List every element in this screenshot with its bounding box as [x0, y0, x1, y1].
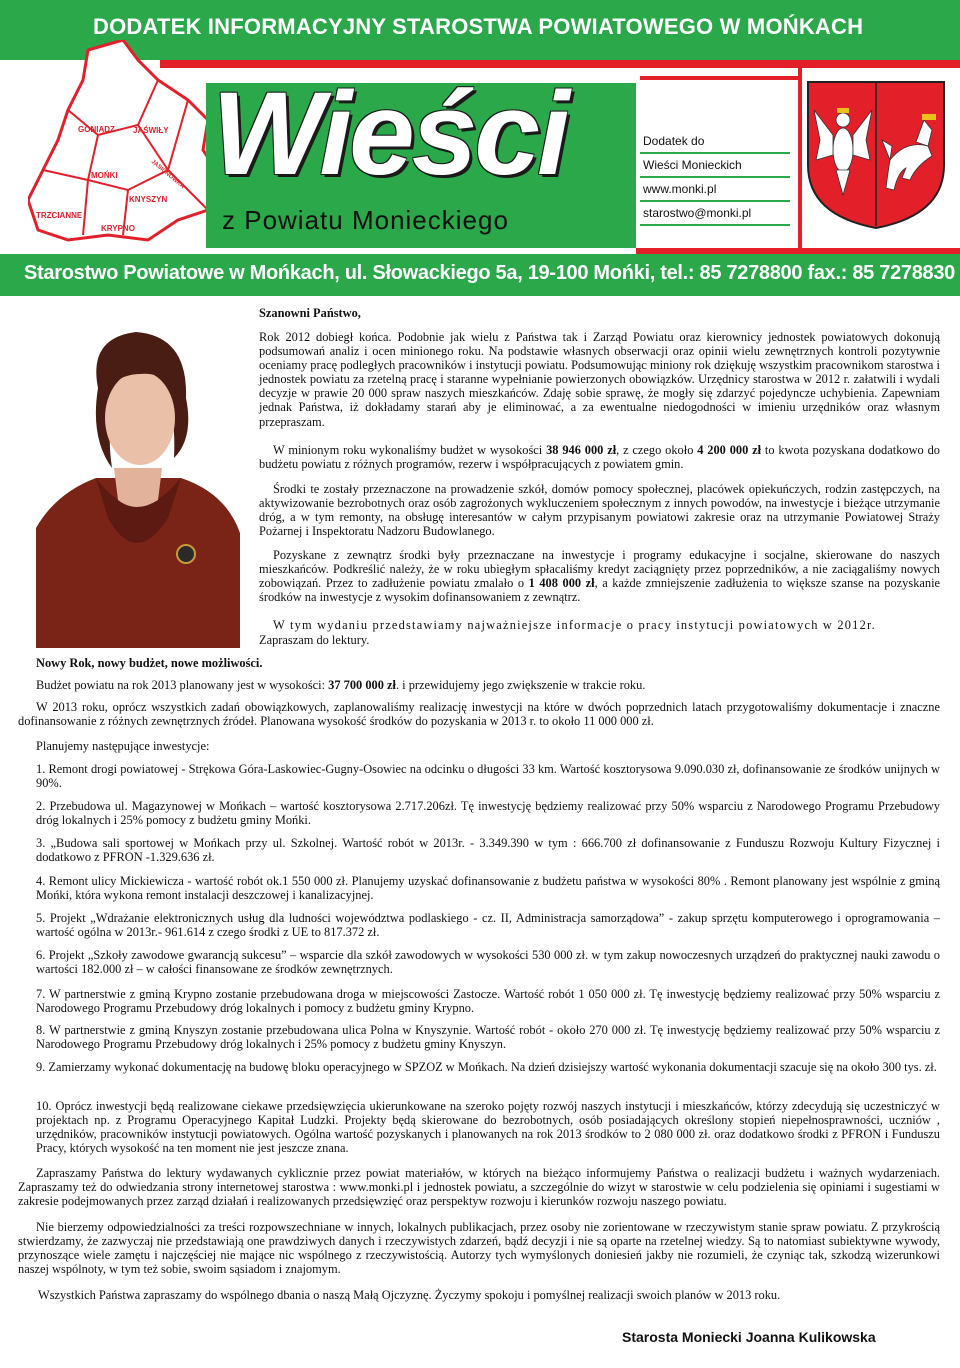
greeting: Szanowni Państwo,	[259, 306, 361, 320]
budget-value-extra: 4 200 000 zł	[697, 443, 762, 457]
budget-2013-text-2: . i przewidujemy jego zwiększenie w trakcie roku.	[395, 678, 646, 692]
address-bar	[0, 254, 960, 296]
map-label-krypno: KRYPNO	[101, 224, 135, 233]
budget-text-2: , z czego około	[616, 443, 698, 457]
county-map	[28, 40, 228, 250]
investment-item-10: 10. Oprócz inwestycji będą realizowane ciekawe przedsięwzięcia ukierunkowane na szeroko pojęty rozwój naszych instytucji i mieszkańców, którzy zdecydują się uczestniczyć w projektach np. z Programu Operacyjnego Kapitał Ludzki. Projekty będą skierowane do bezrobotnych, osób posiadających określony stopień niepełnosprawności, uczniów , urzędników, pracowników instytucji powiatowych. Ogólna wartość pozyskanych i planowanych na rok 2013 środków to 2 080 000 zł. oraz dodatkowo środki z PFRON i Funduszu Pracy, których wysokość na ten moment nie jest jeszcze znana.	[36, 1099, 940, 1156]
map-label-goniadz: GONIĄDZ	[78, 125, 115, 134]
investments-intro: Planujemy następujące inwestycje:	[36, 739, 210, 753]
paragraph-closing: Wszystkich Państwa zapraszamy do wspólnego dbania o naszą Małą Ojczyznę. Życzymy spokoju i pomyślnej realizacji swoich planów w 2013 roku.	[38, 1288, 781, 1302]
info-line-2: Wieści Monieckich	[640, 154, 790, 178]
investment-item-7: 7. W partnerstwie z gminą Krypno zostanie przebudowana droga w miejscowości Zastocze. Wartość robót 1 050 000 zł. Tę inwestycję będziemy realizować przy 50% wsparciu z Narodowego Programu Przebudowy dróg lokalnych i pomocy z budżetu gminy Krypno.	[36, 987, 940, 1016]
info-line-1: Dodatek do	[640, 130, 790, 154]
brand-title: Wieści	[212, 68, 567, 200]
brand-subtitle: z Powiatu Monieckiego	[222, 205, 509, 235]
budget-text-1: W minionym roku wykonaliśmy budżet w wysokości	[273, 443, 547, 457]
investment-item-9: 9. Zamierzamy wykonać dokumentację na budowę bloku operacyjnego w SPZOZ w Mońkach. Na dzień dzisiejszy wartość wykonania dokumentacji szacuje się na około 300 tys. zł.	[36, 1060, 937, 1074]
investment-item-4: 4. Remont ulicy Mickiewicza - wartość robót ok.1 550 000 zł. Planujemy uzyskać dofinansowanie z budżetu państwa w wysokości 80% . Remont planowany jest wspólnie z gminą Mońki, która wykona remont instalacji deszczowej i kanalizacyjnej.	[36, 874, 940, 903]
investment-item-3: 3. „Budowa sali sportowej w Mońkach przy ul. Szkolnej. Wartość robót w 2013r. - 3.349.390 w tym : 666.700 zł dofinansowanie z Funduszu Rozwoju Kultury Fizycznej i dodatkowo z PFRON -1.329.636 zł.	[36, 836, 940, 865]
paragraph-external-funds	[259, 548, 940, 604]
investment-item-1: 1. Remont drogi powiatowej - Strękowa Góra-Laskowiec-Gugny-Osowiec na odcinku o długości 33 km. Wartość kosztorysowa 9.090.030 zł, dofinansowanie ze środków unijnych w 90%.	[36, 762, 940, 791]
red-line-right	[798, 66, 802, 254]
map-label-monki: MOŃKI	[91, 171, 118, 180]
section-heading-2013: Nowy Rok, nowy budżet, nowe możliwości.	[36, 656, 263, 670]
budget-2013-value: 37 700 000 zł	[328, 678, 396, 692]
paragraph-budget-2012	[259, 443, 940, 471]
paragraph-spending: Środki te zostały przeznaczone na prowadzenie szkół, domów pomocy społecznej, placówek opiekuńczych, rodzin zastępczych, na aktywizowanie bezrobotnych oraz osób zagrożonych wykluczeniem społecznym z innych powodów, na inwestycje i bieżące utrzymanie dróg, a w tym remonty, na obsługę interesantów w całym przypisanym powiatowi zakresie oraz na utrzymanie Powiatowej Straży Pożarnej i Inspektoratu Nadzoru Budowlanego.	[259, 482, 940, 539]
info-website-link[interactable]: www.monki.pl	[640, 178, 790, 202]
map-label-knyszyn: KNYSZYN	[129, 195, 168, 204]
paragraph-disclaimer: Nie bierzemy odpowiedzialności za treści rozpowszechniane w innych, lokalnych publikacjach, przez osoby nie zorientowane w rzeczywistym stanie spraw powiatu. Z przykrością stwierdzamy, że zazwyczaj nie przedstawiają one prawdziwych danych i rzeczywistych zdarzeń, bądź decyzji i nie są oparte na rzetelnej wiedzy. Są to natomiast subiektywne wywody, przynoszące wiele zamętu i najczęściej nie mające nic wspólnego z rzeczywistością. Autorzy tych wymyślonych doniesień jakby nie rozumieli, że czyniąc tak, szkodzą wizerunkowi naszej wspólnoty, w tym też sobie, swoim sąsiadom i znajomym.	[18, 1220, 940, 1277]
signature: Starosta Moniecki Joanna Kulikowska	[622, 1329, 876, 1345]
address-text: Starostwo Powiatowe w Mońkach, ul. Słowackiego 5a, 19-100 Mońki, tel.: 85 7278800 fax.: 85 7278830	[24, 262, 956, 284]
funds-text-1: Pozyskane z zewnątrz środki były przeznaczane na inwestycje i programy edukacyjne i socjalne, skierowane do naszych mieszkańców. Podkreślić należy, że w roku ubiegłym spłacaliśmy kredyt zaciągnięty przez poprzedników, a nie zaciągaliśmy nowych zobowiązań. Przez to zadłużenie powiatu zmalało o	[259, 548, 940, 591]
info-email-link[interactable]: starostwo@monki.pl	[640, 202, 790, 226]
red-line-infobox	[640, 76, 798, 80]
budget-text-3: to kwota pozyskana dodatkowo do budżetu powiatu z różnych programów, rezerw i współpracujących z powiatem gmin.	[259, 443, 940, 472]
paragraph-budget-2013	[36, 678, 940, 692]
info-box	[640, 130, 790, 226]
paragraph-invitation: Zapraszamy Państwa do lektury wydawanych cyklicznie przez powiat materiałów, w których na bieżąco informujemy Państwa o realizacji budżetu i ważnych wydarzeniach. Zapraszamy też do odwiedzania strony internetowej starostwa : www.monki.pl i jednostek powiatu, a szczególnie do wizyt w starostwie w celu podzielenia się opiniami i sugestiami w zakresie podejmowanych przez zarząd działań i realizowanych przedsięwzięć oraz perspektyw rozwoju i kierunków rozwoju naszego powiatu.	[18, 1166, 940, 1209]
paragraph-investments-2013: W 2013 roku, oprócz wszystkich zadań obowiązkowych, zaplanowaliśmy realizację inwestycji na które w dwóch poprzednich latach przygotowaliśmy dokumentacje i znaczne dofinansowanie z różnych zewnętrznych źródeł. Planowana wysokość środków do pozyskania w 2013 r. to około 11 000 000 zł.	[18, 700, 940, 729]
funds-text-2: , a każde zmniejszenie zadłużenia to większe szanse na pozyskanie środków na inwestycje z wysokim dofinansowaniem z zewnątrz.	[259, 576, 941, 605]
budget-2013-text-1: Budżet powiatu na rok 2013 planowany jest w wysokości:	[36, 678, 329, 692]
paragraph-this-issue: W tym wydaniu przedstawiamy najważniejsze informacje o pracy instytucji powiatowych w 2012r.	[273, 618, 876, 632]
supplement-title: DODATEK INFORMACYJNY STAROSTWA POWIATOWEGO W MOŃKACH	[93, 14, 864, 39]
paragraph-intro: Rok 2012 dobiegł końca. Podobnie jak wielu z Państwa tak i Zarząd Powiatu oraz kierownicy jednostek powiatowych dokonują podsumowań analiz i ocen minionego roku. Na podstawie własnych obserwacji oraz opinii wielu zewnętrznych kontroli pozytywnie oceniamy pracę podległych pracowników i instytucji powiatu. Podsumowując miniony rok dziękuję wszystkim pracownikom starostwa i jednostek powiatu za rzetelną pracę i staranne wypełnianie powierzonych obowiązków. Urzędnicy starostwa w 2012 r. załatwili i wydali decyzje w prawie 20 000 spraw naszych mieszkańców. Zdaję sobie sprawę, że mogły się zdarzyć pojedyncze uchybienia. Zapewniam jednak Państwa, iż dokładamy starań aby je eliminować, a za ewentualne niedogodności w imieniu urzędników oraz własnym przepraszam.	[259, 330, 940, 429]
coat-of-arms-icon	[806, 80, 946, 230]
invitation-line: Zapraszam do lektury.	[259, 633, 370, 647]
investment-item-5: 5. Projekt „Wdrażanie elektronicznych usług dla ludności województwa podlaskiego - cz. II, Administracja samorządowa” - zakup sprzętu komputerowego i oprogramowania – wartość ogólna w 2013r.- 961.614 z czego środki z UE to 817.372 zł.	[36, 911, 940, 940]
map-label-trzcianne: TRZCIANNE	[36, 211, 83, 220]
map-label-jasionowka: JASIONÓWKA	[149, 158, 186, 191]
map-label-jaswily: JAŚWIŁY	[133, 126, 169, 135]
debt-reduction-value: 1 408 000 zł	[528, 576, 595, 591]
budget-value-total: 38 946 000 zł	[546, 443, 617, 457]
investment-item-8: 8. W partnerstwie z gminą Knyszyn zostanie przebudowana ulica Polna w Knyszynie. Wartość robót - około 270 000 zł. Tę inwestycję będziemy realizować przy 50% wsparciu z Narodowego Programu Przebudowy dróg lokalnych i 25% pomocy z budżetu gminy Knyszyn.	[36, 1023, 940, 1052]
portrait-photo	[36, 318, 240, 648]
investment-item-6: 6. Projekt „Szkoły zawodowe gwarancją sukcesu” – wsparcie dla szkół zawodowych w wysokości 530 000 zł. w tym zakup nowoczesnych urządzeń do praktycznej nauki zawodu o wartości 182.000 zł – w całości finansowane ze środków zewnętrznych.	[36, 948, 940, 977]
investment-item-2: 2. Przebudowa ul. Magazynowej w Mońkach – wartość kosztorysowa 2.717.206zł. Tę inwestycję będziemy realizować przy 50% wsparciu z Narodowego Programu Przebudowy dróg lokalnych i 25% pomocy z budżetu gminy Mońki.	[36, 799, 940, 828]
